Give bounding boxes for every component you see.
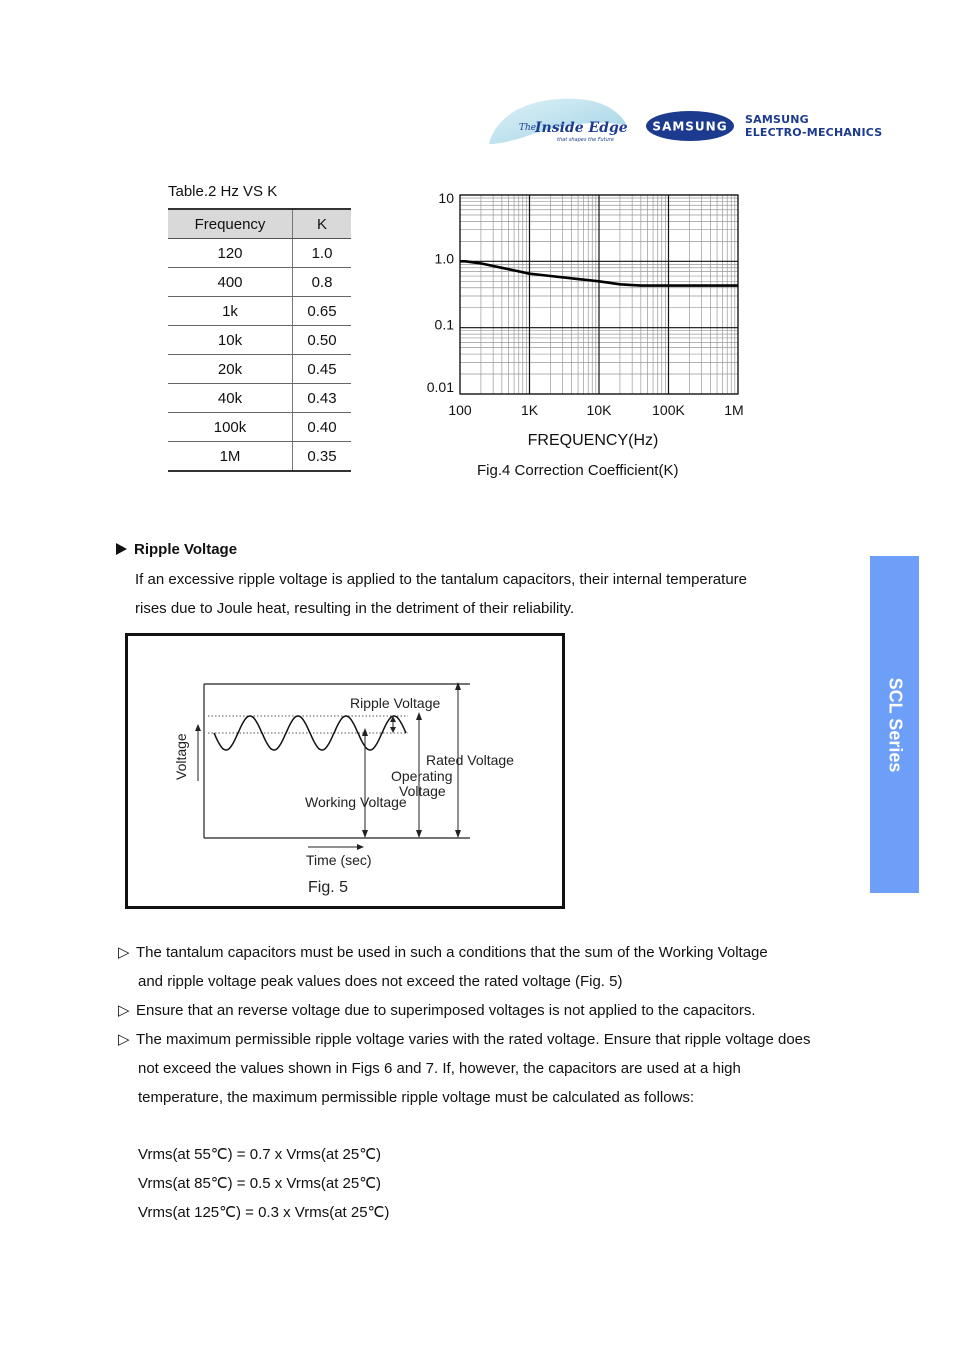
table-cell-frequency: 1M bbox=[168, 442, 293, 472]
chart-y-tick-label: 10 bbox=[438, 190, 454, 206]
table-cell-k: 1.0 bbox=[293, 239, 351, 268]
table-cell-k: 0.50 bbox=[293, 326, 351, 355]
formula-line: Vrms(at 125℃) = 0.3 x Vrms(at 25℃) bbox=[138, 1204, 390, 1221]
table-cell-frequency: 1k bbox=[168, 297, 293, 326]
scl-series-side-tab[interactable] bbox=[870, 556, 919, 893]
hz-vs-k-table bbox=[168, 208, 351, 472]
company-name-line1: SAMSUNG bbox=[745, 113, 809, 126]
bullet-marker-icon: ▷ bbox=[118, 1002, 130, 1019]
time-axis-label: Time (sec) bbox=[306, 852, 372, 868]
operating-voltage-label-line2: Voltage bbox=[399, 783, 446, 799]
inside-edge-tagline: that shapes the Future bbox=[557, 137, 614, 143]
bullet-text: temperature, the maximum permissible ripple voltage must be calculated as follows: bbox=[138, 1089, 695, 1106]
company-name bbox=[745, 113, 882, 139]
table-cell-k: 0.40 bbox=[293, 413, 351, 442]
chart-x-tick-label: 1M bbox=[724, 402, 744, 418]
chart-caption: Fig.4 Correction Coefficient(K) bbox=[477, 462, 679, 479]
table-cell-frequency: 40k bbox=[168, 384, 293, 413]
table-row bbox=[168, 297, 351, 326]
inside-edge-logo bbox=[487, 96, 629, 146]
working-voltage-arrow-up-icon bbox=[362, 728, 368, 736]
column-header-k: K bbox=[293, 209, 351, 239]
ripple-arrow-down-icon bbox=[390, 727, 396, 733]
voltage-axis-label: Voltage bbox=[173, 733, 189, 780]
table-cell-frequency: 20k bbox=[168, 355, 293, 384]
table-cell-frequency: 400 bbox=[168, 268, 293, 297]
ripple-description bbox=[135, 565, 835, 623]
bullet-marker-icon: ▷ bbox=[118, 944, 130, 961]
table-cell-frequency: 120 bbox=[168, 239, 293, 268]
bullet-text: and ripple voltage peak values does not exceed the rated voltage (Fig. 5) bbox=[138, 973, 623, 990]
bullet-item bbox=[118, 1025, 878, 1112]
bullet-text: Ensure that an reverse voltage due to superimposed voltages is not applied to the capacitors. bbox=[136, 1002, 756, 1019]
bullet-marker-icon: ▷ bbox=[118, 1031, 130, 1048]
chart-y-tick-label: 1.0 bbox=[434, 250, 454, 267]
working-voltage-label: Working Voltage bbox=[305, 794, 407, 810]
table-caption: Table.2 Hz VS K bbox=[168, 183, 278, 200]
inside-edge-text: Inside Edge bbox=[535, 120, 628, 136]
formula-line: Vrms(at 85℃) = 0.5 x Vrms(at 25℃) bbox=[138, 1175, 382, 1192]
chart-x-tick-label: 100K bbox=[652, 402, 685, 418]
table-cell-k: 0.8 bbox=[293, 268, 351, 297]
chart-x-axis-label: FREQUENCY(Hz) bbox=[527, 432, 659, 449]
fig5-caption: Fig. 5 bbox=[308, 879, 349, 896]
table-cell-frequency: 100k bbox=[168, 413, 293, 442]
operating-voltage-arrow-down-icon bbox=[416, 830, 422, 838]
bullet-item bbox=[118, 938, 878, 996]
table-row bbox=[168, 413, 351, 442]
ripple-heading-text: Ripple Voltage bbox=[134, 541, 238, 558]
table-row bbox=[168, 268, 351, 297]
table-row bbox=[168, 442, 351, 472]
voltage-arrow-head-icon bbox=[195, 724, 201, 731]
inside-edge-the-text: The bbox=[519, 123, 537, 133]
ripple-voltage-label: Ripple Voltage bbox=[350, 695, 441, 711]
chart-x-tick-label: 10K bbox=[586, 402, 612, 418]
table-cell-frequency: 10k bbox=[168, 326, 293, 355]
table-cell-k: 0.43 bbox=[293, 384, 351, 413]
table-row bbox=[168, 384, 351, 413]
ripple-description-line: rises due to Joule heat, resulting in the detriment of their reliability. bbox=[135, 600, 575, 617]
column-header-frequency: Frequency bbox=[168, 209, 293, 239]
bullet-text: The maximum permissible ripple voltage varies with the rated voltage. Ensure that ripple voltage does bbox=[136, 1031, 811, 1048]
operating-voltage-label-line1: Operating bbox=[391, 768, 453, 784]
bullet-triangle-icon bbox=[116, 543, 127, 555]
formula-list bbox=[138, 1140, 389, 1227]
working-voltage-arrow-down-icon bbox=[362, 830, 368, 838]
table-cell-k: 0.35 bbox=[293, 442, 351, 472]
rated-voltage-arrow-up-icon bbox=[455, 682, 461, 690]
bullet-text: not exceed the values shown in Figs 6 and 7. If, however, the capacitors are used at a high bbox=[138, 1060, 741, 1077]
table-cell-k: 0.65 bbox=[293, 297, 351, 326]
samsung-logo bbox=[645, 110, 735, 142]
table-header-row bbox=[168, 209, 351, 239]
rated-voltage-arrow-down-icon bbox=[455, 830, 461, 838]
operating-voltage-arrow-up-icon bbox=[416, 712, 422, 720]
time-arrow-head-icon bbox=[357, 844, 364, 850]
table-row bbox=[168, 239, 351, 268]
company-name-line2: ELECTRO-MECHANICS bbox=[745, 126, 883, 139]
ripple-voltage-heading bbox=[116, 541, 237, 558]
side-tab-label: SCL Series bbox=[885, 677, 905, 772]
formula-line: Vrms(at 55℃) = 0.7 x Vrms(at 25℃) bbox=[138, 1146, 382, 1163]
chart-y-tick-label: 0.01 bbox=[426, 379, 454, 395]
table-cell-k: 0.45 bbox=[293, 355, 351, 384]
table-row bbox=[168, 326, 351, 355]
rated-voltage-label: Rated Voltage bbox=[426, 752, 514, 768]
chart-x-tick-label: 1K bbox=[520, 402, 539, 418]
bullet-text: The tantalum capacitors must be used in such a conditions that the sum of the Working Voltage bbox=[136, 944, 768, 961]
chart-x-tick-label: 100 bbox=[448, 402, 472, 418]
chart-y-tick-label: 0.1 bbox=[434, 316, 454, 333]
samsung-logo-text: SAMSUNG bbox=[652, 119, 728, 134]
table-row bbox=[168, 355, 351, 384]
fig5-ripple-diagram bbox=[128, 636, 562, 906]
bullet-item bbox=[118, 996, 878, 1025]
correction-coefficient-chart bbox=[410, 185, 760, 455]
ripple-description-line: If an excessive ripple voltage is applied to the tantalum capacitors, their internal temperature bbox=[135, 571, 747, 588]
